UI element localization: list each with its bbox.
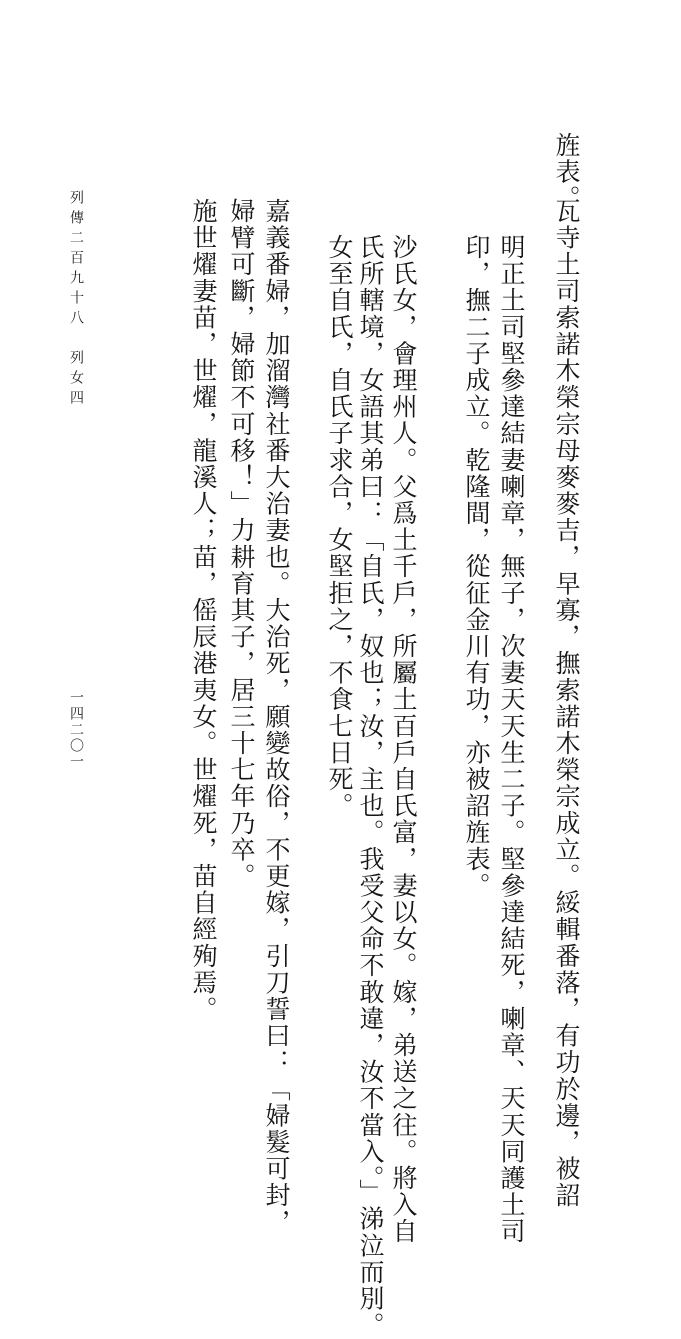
text-column-6: 氏所轄境，女語其弟曰：「自氏，奴也；汝，主也。我受父命不敢違，汝不當入。」涕泣而別。 xyxy=(356,234,385,1339)
text-column-8: 嘉義番婦，加溜灣社番大治妻也。大治死，願變故俗，不更嫁，引刀誓曰：「婦髮可封， xyxy=(262,198,291,1236)
text-column-3: 明正土司堅參達結妻喇章，無子，次妻天天生二子。堅參達結死，喇章、天天同護土司 xyxy=(497,234,526,1245)
text-column-9: 婦臂可斷，婦節不可移！」力耕育其子，居三十七年乃卒。 xyxy=(227,198,256,890)
text-column-5: 沙氏女，會理州人。父爲土千戶，所屬土百戶自氏富，妻以女。嫁，弟送之往。將入自 xyxy=(389,234,418,1245)
running-title: 列傳二百九十八 xyxy=(68,190,84,330)
page-number: 一四二〇一 xyxy=(68,690,84,770)
text-column-2: 瓦寺土司索諾木榮宗母麥麥吉，早寡，撫索諾木榮宗成立。綏輯番落，有功於邊，被詔 xyxy=(552,198,581,1209)
running-section: 列女四 xyxy=(68,350,84,410)
text-column-7: 女至自氏，自氏子求合，女堅拒之，不食七日死。 xyxy=(325,234,354,820)
text-column-1: 旌表。 xyxy=(552,132,581,212)
text-column-10: 施世燿妻苗，世燿，龍溪人；苗，傜辰港夷女。世燿死，苗自經殉焉。 xyxy=(189,198,218,1023)
text-column-4: 印，撫二子成立。乾隆間，從征金川有功，亦被詔旌表。 xyxy=(462,234,491,899)
